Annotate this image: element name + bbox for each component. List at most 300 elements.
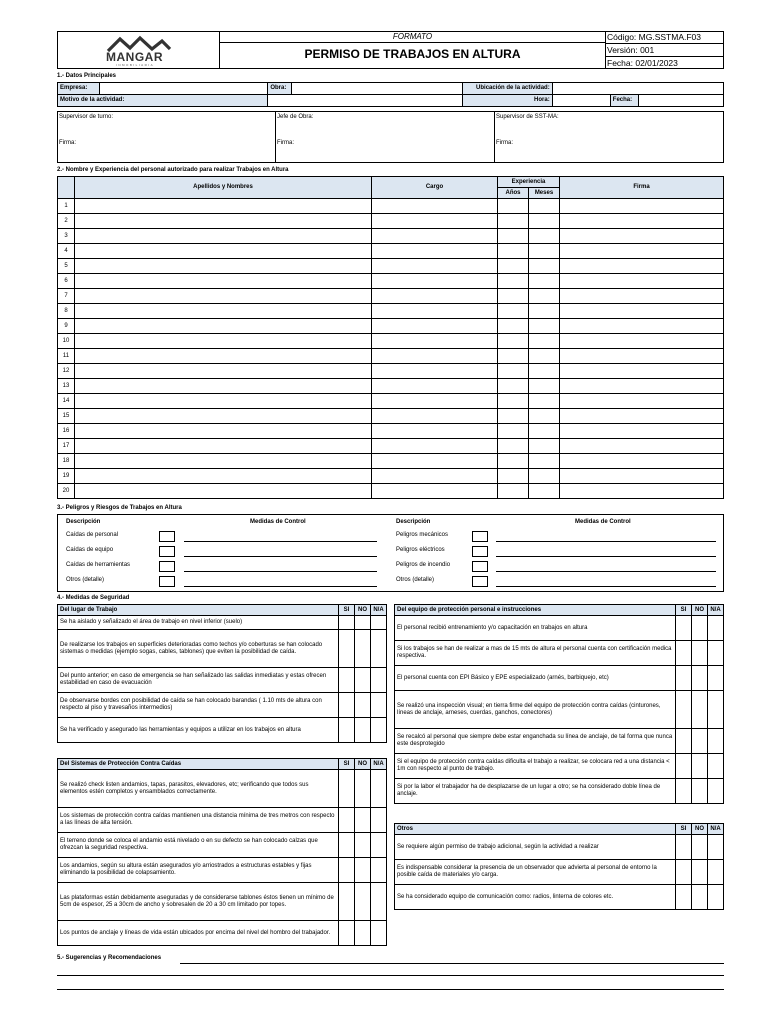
- section2-title: 2.- Nombre y Experiencia del personal autorizado para realizar Trabajos en Altura: [57, 167, 289, 173]
- checklist-row: [395, 835, 724, 860]
- na-cell[interactable]: [371, 921, 387, 946]
- apellidos-cell[interactable]: [75, 364, 372, 379]
- peligro-label: Otros (detalle): [396, 577, 435, 583]
- anos-cell[interactable]: [498, 199, 529, 214]
- apellidos-cell[interactable]: [75, 439, 372, 454]
- medida-control-line[interactable]: [184, 541, 377, 542]
- cargo-cell[interactable]: [372, 319, 498, 334]
- na-cell[interactable]: [371, 718, 387, 743]
- cargo-cell[interactable]: [372, 364, 498, 379]
- firma-cell[interactable]: [560, 289, 724, 304]
- meses-cell[interactable]: [529, 214, 560, 229]
- checklist-item-text: Se recalcó al personal que siempre debe estar enganchada su línea de anclaje, de tal forma que nunca este desprotegido: [395, 729, 676, 754]
- medida-control-line[interactable]: [184, 556, 377, 557]
- meses-cell[interactable]: [529, 304, 560, 319]
- meses-cell[interactable]: [529, 364, 560, 379]
- table-row: [58, 394, 724, 409]
- apellidos-cell[interactable]: [75, 289, 372, 304]
- page-title: PERMISO DE TRABAJOS EN ALTURA: [304, 47, 521, 61]
- anos-cell[interactable]: [498, 274, 529, 289]
- sistemas-header: Del Sistemas de Protección Contra Caídas: [58, 759, 339, 770]
- meses-cell[interactable]: [529, 439, 560, 454]
- si-cell[interactable]: [339, 808, 355, 833]
- cargo-cell[interactable]: [372, 454, 498, 469]
- checklist-item-text: El terreno donde se coloca el andamio está nivelado o en su defecto se han colocado calzas que ofrezcan la seguridad respectiva.: [58, 833, 339, 858]
- row-number: 13: [58, 379, 75, 394]
- apellidos-cell[interactable]: [75, 259, 372, 274]
- firma-cell[interactable]: [560, 274, 724, 289]
- supervisor-sst-label: Supervisor de SST-MA:: [496, 114, 559, 120]
- anos-cell[interactable]: [498, 484, 529, 499]
- si-cell[interactable]: [339, 921, 355, 946]
- sugerencias-line-2[interactable]: [57, 975, 724, 976]
- si-cell[interactable]: [676, 691, 692, 729]
- row-number: 7: [58, 289, 75, 304]
- firma-cell[interactable]: [560, 214, 724, 229]
- anos-cell[interactable]: [498, 394, 529, 409]
- checklist-row: [395, 666, 724, 691]
- table-row: [58, 409, 724, 424]
- peligros-desc-header-left: Descripción: [66, 519, 101, 525]
- doc-version: Versión: 001: [607, 45, 655, 55]
- meses-cell[interactable]: [529, 349, 560, 364]
- epp-header: Del equipo de protección personal e instrucciones: [395, 605, 676, 616]
- si-cell[interactable]: [676, 666, 692, 691]
- checklist-item-text: Los puntos de anclaje y líneas de vida están ubicados por encima del nivel del hombro del trabajador.: [58, 921, 339, 946]
- cargo-cell[interactable]: [372, 379, 498, 394]
- meses-cell[interactable]: [529, 319, 560, 334]
- cargo-cell[interactable]: [372, 469, 498, 484]
- anos-cell[interactable]: [498, 334, 529, 349]
- na-cell[interactable]: [708, 860, 724, 885]
- checklist-row: [395, 754, 724, 779]
- no-cell[interactable]: [355, 630, 371, 668]
- ubicacion-label: Ubicación de la actividad:: [462, 83, 552, 95]
- table-row: [58, 304, 724, 319]
- cargo-cell[interactable]: [372, 274, 498, 289]
- checklist-item-text: El personal recibió entrenamiento y/o capacitación en trabajos en altura: [395, 616, 676, 641]
- firma-cell[interactable]: [560, 319, 724, 334]
- anos-cell[interactable]: [498, 454, 529, 469]
- personal-table: [57, 176, 724, 499]
- datos-principales-table: [57, 82, 724, 107]
- medida-control-line[interactable]: [496, 586, 716, 587]
- col-cargo-header: Cargo: [372, 177, 498, 199]
- no-cell[interactable]: [355, 718, 371, 743]
- table-row: [58, 349, 724, 364]
- no-cell[interactable]: [692, 835, 708, 860]
- cargo-cell[interactable]: [372, 349, 498, 364]
- checklist-row: [395, 779, 724, 804]
- apellidos-cell[interactable]: [75, 409, 372, 424]
- meses-cell[interactable]: [529, 199, 560, 214]
- firma-label-2: Firma:: [277, 140, 294, 146]
- row-number: 8: [58, 304, 75, 319]
- firma-cell[interactable]: [560, 259, 724, 274]
- apellidos-cell[interactable]: [75, 229, 372, 244]
- cargo-cell[interactable]: [372, 304, 498, 319]
- firma-cell[interactable]: [560, 349, 724, 364]
- table-row: [58, 454, 724, 469]
- section5-title: 5.- Sugerencias y Recomendaciones: [57, 955, 162, 961]
- section4-title: 4.- Medidas de Seguridad: [57, 595, 130, 601]
- na-cell[interactable]: [708, 885, 724, 910]
- anos-cell[interactable]: [498, 304, 529, 319]
- medida-control-line[interactable]: [184, 586, 377, 587]
- firma-cell[interactable]: [560, 469, 724, 484]
- cargo-cell[interactable]: [372, 394, 498, 409]
- checklist-row: [58, 858, 387, 883]
- firma-label-3: Firma:: [496, 140, 513, 146]
- anos-cell[interactable]: [498, 214, 529, 229]
- row-number: 19: [58, 469, 75, 484]
- anos-cell[interactable]: [498, 259, 529, 274]
- table-row: [58, 229, 724, 244]
- no-cell[interactable]: [692, 754, 708, 779]
- otros-header: Otros: [395, 824, 676, 835]
- checklist-row: [58, 808, 387, 833]
- obra-label: Obra:: [268, 83, 292, 95]
- checklist-row: [58, 630, 387, 668]
- table-row: [58, 259, 724, 274]
- na-cell[interactable]: [708, 691, 724, 729]
- checklist-row: [395, 641, 724, 666]
- si-cell[interactable]: [676, 616, 692, 641]
- medida-control-line[interactable]: [496, 571, 716, 572]
- row-number: 10: [58, 334, 75, 349]
- anos-cell[interactable]: [498, 244, 529, 259]
- si-cell[interactable]: [676, 779, 692, 804]
- peligro-label: Caídas de herramientas: [66, 562, 131, 568]
- apellidos-cell[interactable]: [75, 214, 372, 229]
- si-cell[interactable]: [676, 885, 692, 910]
- anos-cell[interactable]: [498, 424, 529, 439]
- checklist-row: [58, 668, 387, 693]
- peligro-checkbox[interactable]: [472, 576, 488, 587]
- cargo-cell[interactable]: [372, 484, 498, 499]
- company-logo: [102, 35, 174, 67]
- cargo-cell[interactable]: [372, 229, 498, 244]
- meses-cell[interactable]: [529, 274, 560, 289]
- no-cell[interactable]: [692, 666, 708, 691]
- meses-cell[interactable]: [529, 394, 560, 409]
- peligros-medidas-header-left: Medidas de Control: [250, 519, 306, 525]
- na-cell[interactable]: [708, 616, 724, 641]
- si-cell[interactable]: [676, 754, 692, 779]
- checklist-item-text: Se realizó check listen andamios, tapas, parasitos, elevadores, etc; verificando que todos sus elementos estén completos y ensamblados correctamente.: [58, 770, 339, 808]
- no-cell[interactable]: [692, 691, 708, 729]
- peligro-label: Otros (detalle): [66, 577, 105, 583]
- apellidos-cell[interactable]: [75, 394, 372, 409]
- apellidos-cell[interactable]: [75, 319, 372, 334]
- col-experiencia-header: Experiencia: [498, 177, 560, 188]
- na-cell[interactable]: [371, 858, 387, 883]
- checklist-item-text: De realizarse los trabajos en superficies deterioradas como techos y/o coberturas se han colocado sistemas o medidas (ejemplo sogas, cables, tablones) que eviten la posibilidad de caída.: [58, 630, 339, 668]
- na-cell[interactable]: [708, 641, 724, 666]
- row-number: 9: [58, 319, 75, 334]
- si-cell[interactable]: [676, 729, 692, 754]
- checklist-item-text: Las plataformas están debidamente aseguradas y de considerarse tablones éstos tienen un mínimo de 5cm de espesor, 25 a 30cm de ancho y sobresalen de 20 a 30 cm limitado por topes.: [58, 883, 339, 921]
- medida-control-line[interactable]: [496, 556, 716, 557]
- table-row: [58, 199, 724, 214]
- sugerencias-line-1[interactable]: [180, 963, 724, 964]
- checklist-item-text: Del punto anterior; en caso de emergencia se han señalizado las salidas inmediatas y estas ofrecen estabilidad en caso de evacuación: [58, 668, 339, 693]
- no-cell[interactable]: [692, 616, 708, 641]
- peligro-checkbox[interactable]: [472, 531, 488, 542]
- peligro-label: Peligros de incendio: [396, 562, 451, 568]
- si-cell[interactable]: [339, 693, 355, 718]
- brand-subtitle: INMOBILIARIA: [116, 63, 155, 67]
- si-cell[interactable]: [339, 668, 355, 693]
- no-cell[interactable]: [692, 729, 708, 754]
- checklist-row: [58, 770, 387, 808]
- apellidos-cell[interactable]: [75, 334, 372, 349]
- meses-cell[interactable]: [529, 454, 560, 469]
- table-row: [58, 424, 724, 439]
- checklist-row: [395, 616, 724, 641]
- firma-cell[interactable]: [560, 199, 724, 214]
- na-cell[interactable]: [371, 630, 387, 668]
- peligro-label: Peligros mecánicos: [396, 532, 449, 538]
- anos-cell[interactable]: [498, 409, 529, 424]
- no-cell[interactable]: [355, 616, 371, 630]
- si-cell[interactable]: [339, 883, 355, 921]
- hora-field[interactable]: [552, 95, 610, 107]
- motivo-label: Motivo de la actividad:: [58, 95, 268, 107]
- otros-table: Otros SI NO N/A Se requiere algún permiso de trabajo adicional, según la actividad a realizar Es indispensable considerar la presencia de un observador que advierta al personal de entorno la posible caída de materiales y/o carga. Se ha considerado equipo de comunicación como: radios, linterna de colores etc.: [394, 823, 724, 910]
- firma-cell[interactable]: [560, 394, 724, 409]
- firma-cell[interactable]: [560, 484, 724, 499]
- peligro-checkbox[interactable]: [472, 546, 488, 557]
- cargo-cell[interactable]: [372, 289, 498, 304]
- table-row: [58, 214, 724, 229]
- motivo-field[interactable]: [268, 95, 462, 107]
- peligro-checkbox[interactable]: [159, 576, 175, 587]
- si-cell[interactable]: [676, 641, 692, 666]
- cargo-cell[interactable]: [372, 199, 498, 214]
- cargo-cell[interactable]: [372, 424, 498, 439]
- sistemas-table: Del Sistemas de Protección Contra Caídas SI NO N/A Se realizó check listen andamios, tapas, parasitos, elevadores, etc; verificando que todos sus elementos estén completos y ensamblados correctamente. Los sistemas de protección contra caídas mantienen una distancia mínima de tres metros con respecto a las líneas de alta tensión. El terreno donde se coloca el andamio está nivelado o en su defecto se han colocado calzas que ofrezcan la seguridad respectiva. Los andamios, según su altura están asegurados y/o arriostrados a estructuras estables y fijas eliminando la posibilidad de colapsamiento. Las plataformas están debidamente aseguradas y de considerarse tablones éstos tienen un mínimo de 5cm de espesor, 25 a 30cm de ancho y sobresalen de 20 a 30 cm limitado por topes. Los puntos de anclaje y líneas de vida están ubicados por encima del nivel del hombro del trabajador.: [57, 758, 387, 946]
- peligros-medidas-header-right: Medidas de Control: [575, 519, 631, 525]
- na-cell[interactable]: [371, 883, 387, 921]
- meses-cell[interactable]: [529, 484, 560, 499]
- table-row: [58, 364, 724, 379]
- cargo-cell[interactable]: [372, 244, 498, 259]
- peligro-checkbox[interactable]: [159, 531, 175, 542]
- meses-cell[interactable]: [529, 379, 560, 394]
- checklist-row: [58, 921, 387, 946]
- section1-title: 1.- Datos Principales: [57, 73, 117, 79]
- checklist-item-text: Se requiere algún permiso de trabajo adicional, según la actividad a realizar: [395, 835, 676, 860]
- firma-cell[interactable]: [560, 424, 724, 439]
- meses-cell[interactable]: [529, 244, 560, 259]
- table-row: [58, 289, 724, 304]
- si-cell[interactable]: [339, 616, 355, 630]
- no-cell[interactable]: [355, 693, 371, 718]
- checklist-row: [395, 691, 724, 729]
- apellidos-cell[interactable]: [75, 484, 372, 499]
- na-cell[interactable]: [708, 666, 724, 691]
- jefe-obra-label: Jefe de Obra:: [277, 114, 314, 120]
- anos-cell[interactable]: [498, 229, 529, 244]
- checklist-row: [395, 885, 724, 910]
- empresa-field[interactable]: [100, 83, 268, 95]
- table-row: [58, 439, 724, 454]
- firma-cell[interactable]: [560, 244, 724, 259]
- anos-cell[interactable]: [498, 319, 529, 334]
- no-cell[interactable]: [692, 885, 708, 910]
- col-apellidos-header: Apellidos y Nombres: [75, 177, 372, 199]
- epp-table: Del equipo de protección personal e instrucciones SI NO N/A El personal recibió entrenamiento y/o capacitación en trabajos en altura Si los trabajos se han de realizar a mas de 15 mts de altura el personal cuenta con certificación medica respectiva. El personal cuenta con EPI Básico y EPE especializado (arnés, barbiquejo, etc) Se realizó una inspección visual; en tierra firme del equipo de protección contra caídas (cinturones, líneas de anclaje, arneses, cuerdas, ganchos, conectores) Se recalcó al personal que siempre debe estar enganchada su línea de anclaje, de tal forma que nunca este desprotegido Si el equipo de protección contra caídas dificulta el trabajo a realizar, se colocara red a una distancia < 1m con respecto al punto de trabajo. Si por la labor el trabajador ha de desplazarse de un lugar a otro; se ha considerado doble línea de anclaje.: [394, 604, 724, 804]
- si-cell[interactable]: [339, 718, 355, 743]
- anos-cell[interactable]: [498, 439, 529, 454]
- row-number: 6: [58, 274, 75, 289]
- si-cell[interactable]: [339, 770, 355, 808]
- meses-cell[interactable]: [529, 409, 560, 424]
- checklist-item-text: Si por la labor el trabajador ha de desplazarse de un lugar a otro; se ha considerado doble línea de anclaje.: [395, 779, 676, 804]
- col-firma-header: Firma: [560, 177, 724, 199]
- doc-date: Fecha: 02/01/2023: [607, 58, 678, 68]
- firmas-box: [57, 111, 724, 163]
- row-number: 14: [58, 394, 75, 409]
- checklist-item-text: De observarse bordes con posibilidad de caída se han colocado barandas ( 1.10 mts de altura con respecto al piso y travesaños intermedios): [58, 693, 339, 718]
- si-cell[interactable]: [339, 630, 355, 668]
- no-cell[interactable]: [355, 921, 371, 946]
- si-cell[interactable]: [676, 860, 692, 885]
- si-cell[interactable]: [676, 835, 692, 860]
- table-row: [58, 244, 724, 259]
- checklist-row: [58, 616, 387, 630]
- meses-cell[interactable]: [529, 259, 560, 274]
- doc-code: Código: MG.SSTMA.F03: [607, 32, 702, 42]
- apellidos-cell[interactable]: [75, 274, 372, 289]
- apellidos-cell[interactable]: [75, 379, 372, 394]
- table-row: [58, 319, 724, 334]
- cargo-cell[interactable]: [372, 259, 498, 274]
- apellidos-cell[interactable]: [75, 199, 372, 214]
- no-cell[interactable]: [355, 858, 371, 883]
- checklist-row: [58, 883, 387, 921]
- peligro-checkbox[interactable]: [159, 546, 175, 557]
- na-cell[interactable]: [708, 754, 724, 779]
- firma-cell[interactable]: [560, 454, 724, 469]
- firma-cell[interactable]: [560, 379, 724, 394]
- peligro-checkbox[interactable]: [159, 561, 175, 572]
- ubicacion-field[interactable]: [552, 83, 723, 95]
- checklist-item-text: Se ha verificado y asegurado las herramientas y equipos a utilizar en los trabajos en altura: [58, 718, 339, 743]
- firma-cell[interactable]: [560, 229, 724, 244]
- sugerencias-line-3[interactable]: [57, 989, 724, 990]
- lugar-header: Del lugar de Trabajo: [58, 605, 339, 616]
- no-cell[interactable]: [692, 641, 708, 666]
- cargo-cell[interactable]: [372, 409, 498, 424]
- table-row: [58, 484, 724, 499]
- si-cell[interactable]: [339, 833, 355, 858]
- na-cell[interactable]: [371, 668, 387, 693]
- anos-cell[interactable]: [498, 349, 529, 364]
- firma-cell[interactable]: [560, 409, 724, 424]
- meses-cell[interactable]: [529, 469, 560, 484]
- na-cell[interactable]: [708, 779, 724, 804]
- row-number: 4: [58, 244, 75, 259]
- peligros-desc-header-right: Descripción: [396, 519, 431, 525]
- no-cell[interactable]: [692, 779, 708, 804]
- apellidos-cell[interactable]: [75, 244, 372, 259]
- checklist-item-text: Se realizó una inspección visual; en tierra firme del equipo de protección contra caídas (cinturones, líneas de anclaje, arneses, cuerdas, ganchos, conectores): [395, 691, 676, 729]
- na-cell[interactable]: [708, 835, 724, 860]
- na-cell[interactable]: [371, 693, 387, 718]
- checklist-item-text: Los andamios, según su altura están asegurados y/o arriostrados a estructuras estables y fijas eliminando la posibilidad de colapsamiento.: [58, 858, 339, 883]
- meses-cell[interactable]: [529, 289, 560, 304]
- peligro-checkbox[interactable]: [472, 561, 488, 572]
- na-cell[interactable]: [708, 729, 724, 754]
- firma-cell[interactable]: [560, 304, 724, 319]
- no-cell[interactable]: [355, 883, 371, 921]
- meses-cell[interactable]: [529, 424, 560, 439]
- table-row: [58, 274, 724, 289]
- col-anos-header: Años: [498, 188, 529, 199]
- si-cell[interactable]: [339, 858, 355, 883]
- checklist-item-text: Es indispensable considerar la presencia de un observador que advierta al personal de entorno la posible caída de materiales y/o carga.: [395, 860, 676, 885]
- medida-control-line[interactable]: [496, 541, 716, 542]
- firma-cell[interactable]: [560, 334, 724, 349]
- apellidos-cell[interactable]: [75, 349, 372, 364]
- row-number: 1: [58, 199, 75, 214]
- medida-control-line[interactable]: [184, 571, 377, 572]
- no-cell[interactable]: [355, 833, 371, 858]
- na-cell[interactable]: [371, 770, 387, 808]
- anos-cell[interactable]: [498, 289, 529, 304]
- lugar-trabajo-table: Del lugar de Trabajo SI NO N/A Se ha aislado y señalizado el área de trabajo en nivel inferior (suelo) De realizarse los trabajos en superficies deterioradas como techos y/o coberturas se han colocado sistemas o medidas (ejemplo sogas, cables, tablones) que eviten la posibilidad de caída. Del punto anterior; en caso de emergencia se han señalizado las salidas inmediatas y estas ofrecen estabilidad en caso de evacuación De observarse bordes con posibilidad de caída se han colocado barandas ( 1.10 mts de altura con respecto al piso y travesaños intermedios) Se ha verificado y asegurado las herramientas y equipos a utilizar en los trabajos en altura: [57, 604, 387, 743]
- na-cell[interactable]: [371, 833, 387, 858]
- table-row: [58, 469, 724, 484]
- checklist-row: [395, 729, 724, 754]
- firma-label-1: Firma:: [59, 140, 76, 146]
- row-number: 17: [58, 439, 75, 454]
- no-cell[interactable]: [692, 860, 708, 885]
- checklist-item-text: Se ha aislado y señalizado el área de trabajo en nivel inferior (suelo): [58, 616, 339, 630]
- checklist-row: [58, 833, 387, 858]
- firma-cell[interactable]: [560, 439, 724, 454]
- anos-cell[interactable]: [498, 364, 529, 379]
- meses-cell[interactable]: [529, 229, 560, 244]
- anos-cell[interactable]: [498, 469, 529, 484]
- apellidos-cell[interactable]: [75, 304, 372, 319]
- na-cell[interactable]: [371, 808, 387, 833]
- no-cell[interactable]: [355, 770, 371, 808]
- apellidos-cell[interactable]: [75, 454, 372, 469]
- cargo-cell[interactable]: [372, 334, 498, 349]
- na-cell[interactable]: [371, 616, 387, 630]
- apellidos-cell[interactable]: [75, 469, 372, 484]
- doc-type: FORMATO: [392, 32, 433, 41]
- no-cell[interactable]: [355, 808, 371, 833]
- firma-cell[interactable]: [560, 364, 724, 379]
- no-cell[interactable]: [355, 668, 371, 693]
- supervisor-turno-label: Supervisor de turno:: [59, 114, 114, 120]
- obra-field[interactable]: [292, 83, 462, 95]
- checklist-item-text: Se ha considerado equipo de comunicación como: radios, linterna de colores etc.: [395, 885, 676, 910]
- brand-name: MANGAR: [106, 50, 163, 64]
- row-number: 16: [58, 424, 75, 439]
- fecha-field[interactable]: [638, 95, 723, 107]
- empresa-label: Empresa:: [58, 83, 100, 95]
- cargo-cell[interactable]: [372, 214, 498, 229]
- anos-cell[interactable]: [498, 379, 529, 394]
- apellidos-cell[interactable]: [75, 424, 372, 439]
- cargo-cell[interactable]: [372, 439, 498, 454]
- meses-cell[interactable]: [529, 334, 560, 349]
